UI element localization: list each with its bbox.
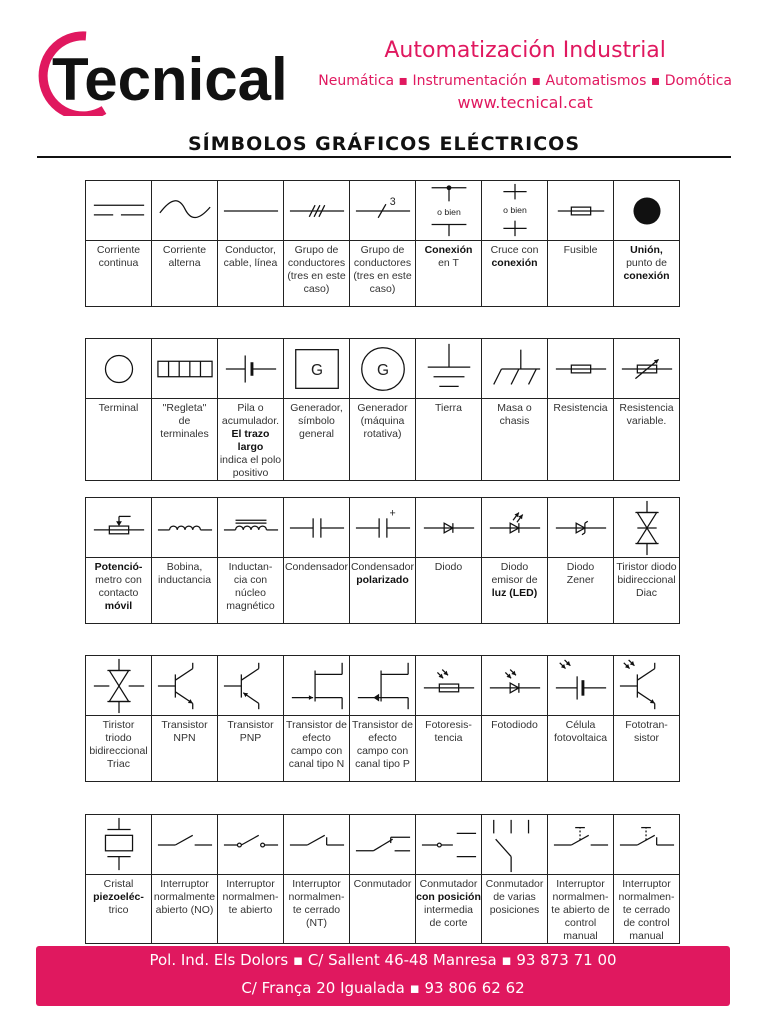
led-icon	[483, 499, 547, 557]
symbol-cell	[614, 815, 680, 875]
switch-nc-icon	[285, 816, 349, 874]
symbol-cell	[86, 339, 152, 399]
conductor-group-3-icon	[285, 182, 349, 240]
crossing-connection-icon	[483, 182, 547, 240]
pnp-transistor-icon	[219, 657, 283, 715]
p-channel-fet-icon	[351, 657, 415, 715]
label-line: Tiristor	[102, 719, 135, 731]
symbol-label	[482, 875, 548, 944]
symbol-cell	[548, 498, 614, 558]
label-line: conexión	[491, 257, 538, 269]
symbol-label	[416, 875, 482, 944]
label-line: Conmutador	[485, 878, 544, 890]
label-line: Tierra	[434, 402, 463, 414]
label-line: normalmen-	[618, 891, 675, 903]
symbol-label	[152, 241, 218, 307]
symbol-label	[548, 716, 614, 782]
label-line: PNP	[239, 732, 262, 744]
label-line: El trazo largo	[231, 428, 270, 453]
label-line: emisor de	[491, 574, 538, 586]
symbol-label	[482, 716, 548, 782]
label-line: Interruptor	[292, 878, 341, 890]
label-line: Fusible	[563, 244, 598, 256]
symbol-label	[614, 399, 680, 481]
label-line: posiciones	[489, 904, 540, 916]
symbol-cell	[482, 498, 548, 558]
variable-resistor-icon	[615, 340, 679, 398]
symbol-label	[218, 558, 284, 624]
symbol-label	[152, 558, 218, 624]
symbol-cell	[152, 339, 218, 399]
label-line: te abierto de	[551, 904, 610, 916]
symbol-label	[218, 241, 284, 307]
switch-no-icon	[153, 816, 217, 874]
symbol-label	[482, 241, 548, 307]
magnetic-core-inductor-icon	[219, 499, 283, 557]
symbol-label	[86, 241, 152, 307]
symbol-cell	[284, 815, 350, 875]
label-line: en T	[438, 257, 459, 269]
symbol-cell	[482, 656, 548, 716]
symbol-label	[416, 558, 482, 624]
symbol-cell	[152, 498, 218, 558]
label-line: Tiristor diodo	[616, 561, 677, 573]
symbol-cell	[86, 498, 152, 558]
symbol-cell	[482, 815, 548, 875]
resistor-icon	[549, 340, 613, 398]
symbol-label	[152, 875, 218, 944]
label-line: Resistencia	[553, 402, 608, 414]
symbol-cell	[416, 815, 482, 875]
label-line: de corte	[429, 917, 468, 929]
label-line: inductancia	[157, 574, 212, 586]
label-line: Generador	[357, 402, 408, 414]
symbol-label	[548, 241, 614, 307]
label-line: positivo	[232, 467, 269, 479]
ac-current-icon	[153, 182, 217, 240]
label-line: chasis	[499, 415, 530, 427]
symbol-cell	[218, 498, 284, 558]
label-line: "Regleta"	[162, 402, 207, 414]
symbol-label	[350, 716, 416, 782]
polarized-capacitor-icon	[351, 499, 415, 557]
manual-switch-nc-icon	[615, 816, 679, 874]
label-line: Interruptor	[226, 878, 275, 890]
triac-icon	[87, 657, 151, 715]
symbol-cell	[614, 181, 680, 241]
label-line: polarizado	[356, 574, 409, 586]
label-line: Diac	[635, 587, 657, 599]
symbol-cell	[86, 656, 152, 716]
label-line: sistor	[633, 732, 660, 744]
label-line: Inductan-	[228, 561, 273, 573]
symbol-table	[85, 180, 680, 307]
label-line: Condensador	[284, 561, 349, 573]
symbol-cell	[482, 339, 548, 399]
t-junction-icon	[417, 182, 481, 240]
svg-text:G: G	[310, 361, 323, 379]
document-title: SÍMBOLOS GRÁFICOS ELÉCTRICOS	[188, 133, 580, 155]
symbol-cell	[548, 339, 614, 399]
phototransistor-icon	[615, 657, 679, 715]
logo-text: Tecnical	[52, 46, 288, 113]
symbol-label	[284, 558, 350, 624]
label-line: efecto	[368, 732, 397, 744]
symbol-cell	[614, 339, 680, 399]
label-line: de	[178, 415, 191, 427]
label-line: (máquina	[360, 415, 405, 427]
label-line: Diodo	[566, 561, 595, 573]
changeover-switch-icon	[351, 816, 415, 874]
label-line: terminales	[160, 428, 209, 440]
symbol-cell	[284, 181, 350, 241]
label-line: normalmen-	[222, 891, 279, 903]
symbol-label	[86, 716, 152, 782]
label-line: Transistor	[227, 719, 274, 731]
header-url[interactable]: www.tecnical.cat	[457, 93, 593, 112]
symbol-table	[85, 338, 680, 481]
npn-transistor-icon	[153, 657, 217, 715]
terminal-strip-icon	[153, 340, 217, 398]
label-line: alterna	[168, 257, 201, 269]
label-line: triodo	[105, 732, 132, 744]
label-line: canal tipo N	[288, 758, 345, 770]
symbol-cell	[218, 181, 284, 241]
symbol-label	[284, 875, 350, 944]
label-line: campo con	[290, 745, 343, 757]
symbol-cell	[152, 656, 218, 716]
symbol-label	[152, 399, 218, 481]
symbol-label	[482, 558, 548, 624]
symbol-cell	[284, 498, 350, 558]
label-line: Conmutador	[419, 878, 478, 890]
label-line: rotativa)	[363, 428, 402, 440]
symbol-label	[350, 399, 416, 481]
potentiometer-icon	[87, 499, 151, 557]
label-line: Conexión	[424, 244, 473, 256]
label-line: bidireccional	[617, 574, 676, 586]
label-line: Interruptor	[160, 878, 209, 890]
footer-address-2: C/ França 20 Igualada ▪ 93 806 62 62	[241, 979, 525, 997]
fuse-icon	[549, 182, 613, 240]
photodiode-icon	[483, 657, 547, 715]
zener-diode-icon	[549, 499, 613, 557]
label-line: abierto (NO)	[155, 904, 214, 916]
symbol-label	[614, 241, 680, 307]
label-line: metro con	[95, 574, 142, 586]
changeover-center-off-icon	[417, 816, 481, 874]
symbol-cell	[416, 339, 482, 399]
label-line: Generador,	[290, 402, 343, 414]
label-line: contacto	[98, 587, 139, 599]
label-line: Fotoresis-	[425, 719, 472, 731]
symbol-label	[614, 716, 680, 782]
label-line: Conductor,	[225, 244, 276, 256]
label-line: conexión	[623, 270, 670, 282]
symbol-cell	[614, 498, 680, 558]
label-line: Transistor	[161, 719, 208, 731]
symbol-cell	[350, 498, 416, 558]
diode-icon	[417, 499, 481, 557]
symbol-cell	[548, 656, 614, 716]
symbol-cell	[86, 181, 152, 241]
label-line: (tres en este	[353, 270, 412, 282]
symbol-cell	[548, 181, 614, 241]
label-line: campo con	[356, 745, 409, 757]
label-line: punto de	[626, 257, 667, 269]
symbol-cell	[350, 656, 416, 716]
photovoltaic-cell-icon	[549, 657, 613, 715]
symbol-cell	[218, 339, 284, 399]
label-line: normalmen-	[552, 891, 609, 903]
label-line: magnético	[226, 600, 275, 612]
capacitor-icon	[285, 499, 349, 557]
label-line: efecto	[302, 732, 331, 744]
label-line: Zener	[566, 574, 595, 586]
label-line: (tres en este	[287, 270, 346, 282]
label-line: piezoeléc-	[93, 891, 144, 903]
label-line: manual	[563, 930, 598, 942]
symbol-label	[350, 875, 416, 944]
label-line: Grupo de	[360, 244, 405, 256]
label-line: Bobina,	[166, 561, 203, 573]
label-line: Masa o	[497, 402, 532, 414]
label-line: Diodo	[434, 561, 463, 573]
title-divider	[37, 156, 731, 158]
label-line: canal tipo P	[355, 758, 410, 770]
label-line: normalmen-	[288, 891, 345, 903]
symbol-label	[284, 399, 350, 481]
label-line: Interruptor	[556, 878, 605, 890]
svg-text:+: +	[389, 506, 396, 519]
symbol-label	[548, 558, 614, 624]
label-line: continua	[98, 257, 139, 269]
tecnical-logo	[34, 30, 314, 116]
symbol-label	[284, 241, 350, 307]
symbol-label	[86, 558, 152, 624]
label-line: te cerrado	[622, 904, 671, 916]
label-line: Resistencia	[619, 402, 674, 414]
symbol-cell	[548, 815, 614, 875]
svg-text:G: G	[376, 361, 389, 379]
symbol-label	[416, 716, 482, 782]
label-line: con posición	[416, 891, 481, 903]
label-line: Corriente	[96, 244, 141, 256]
label-line: bidireccional	[89, 745, 148, 757]
label-line: Cruce con	[490, 244, 539, 256]
conductor-icon	[219, 182, 283, 240]
label-line: conductores	[353, 257, 412, 269]
label-line: tencia	[434, 732, 463, 744]
label-line: control	[564, 917, 597, 929]
label-line: Terminal	[98, 402, 139, 414]
dc-current-icon	[87, 182, 151, 240]
symbol-label	[416, 399, 482, 481]
label-line: intermedia	[423, 904, 474, 916]
symbol-label	[284, 716, 350, 782]
symbol-cell	[350, 339, 416, 399]
label-line: símbolo	[298, 415, 335, 427]
symbol-label	[350, 558, 416, 624]
header-title: Automatización Industrial	[384, 38, 666, 63]
label-line: cia con	[233, 574, 268, 586]
label-line: Fotodiodo	[491, 719, 538, 731]
label-line: Transistor de	[352, 719, 413, 731]
label-line: general	[298, 428, 335, 440]
symbol-label	[482, 399, 548, 481]
symbol-cell	[152, 181, 218, 241]
label-line: Cristal	[103, 878, 134, 890]
label-line: cable, línea	[223, 257, 278, 269]
label-line: caso)	[369, 283, 396, 295]
symbol-table	[85, 814, 680, 944]
generator-icon	[285, 340, 349, 398]
label-line: Diodo	[500, 561, 529, 573]
label-line: trico	[108, 904, 129, 916]
manual-switch-no-icon	[549, 816, 613, 874]
symbol-cell	[218, 656, 284, 716]
symbol-cell	[416, 181, 482, 241]
symbol-table	[85, 655, 680, 782]
rotating-generator-icon	[351, 340, 415, 398]
symbol-label	[614, 875, 680, 944]
header-subtitle: Neumática ▪ Instrumentación ▪ Automatismos ▪ Domótica	[318, 73, 732, 89]
label-line: de varias	[493, 891, 536, 903]
photoresistor-icon	[417, 657, 481, 715]
symbol-cell	[284, 656, 350, 716]
label-line: Interruptor	[622, 878, 671, 890]
label-line: Potenció-	[94, 561, 143, 573]
svg-text:o bien: o bien	[436, 206, 461, 217]
label-line: Grupo de	[294, 244, 339, 256]
label-line: normalmente	[153, 891, 216, 903]
symbol-label	[614, 558, 680, 624]
symbol-cell	[218, 815, 284, 875]
symbol-label	[548, 399, 614, 481]
symbol-table	[85, 497, 680, 624]
symbol-label	[416, 241, 482, 307]
label-line: luz (LED)	[491, 587, 538, 599]
label-line: Fototran-	[625, 719, 668, 731]
symbol-label	[218, 399, 284, 481]
symbol-cell	[86, 815, 152, 875]
diac-icon	[615, 499, 679, 557]
footer-address-1: Pol. Ind. Els Dolors ▪ C/ Sallent 46-48 Manresa ▪ 93 873 71 00	[149, 951, 617, 969]
symbol-cell	[482, 181, 548, 241]
coil-icon	[153, 499, 217, 557]
symbol-cell	[152, 815, 218, 875]
terminal-icon	[87, 340, 151, 398]
label-line: indica el polo	[219, 454, 282, 466]
battery-icon	[219, 340, 283, 398]
label-line: te cerrado	[292, 904, 341, 916]
symbol-cell	[614, 656, 680, 716]
label-line: (NT)	[306, 917, 327, 929]
symbol-cell	[350, 815, 416, 875]
svg-text:3: 3	[389, 195, 396, 208]
label-line: núcleo	[235, 587, 266, 599]
label-line: Condensador	[350, 561, 415, 573]
switch-open-icon	[219, 816, 283, 874]
conductor-group-3-number-icon	[351, 182, 415, 240]
label-line: móvil	[104, 600, 133, 612]
symbol-cell	[416, 656, 482, 716]
junction-dot-icon	[615, 182, 679, 240]
ground-icon	[417, 340, 481, 398]
symbol-label	[218, 875, 284, 944]
header-block	[318, 38, 732, 112]
symbol-cell	[416, 498, 482, 558]
label-line: caso)	[303, 283, 330, 295]
symbol-label	[86, 875, 152, 944]
label-line: te abierto	[228, 904, 273, 916]
label-line: Transistor de	[286, 719, 347, 731]
multi-position-switch-icon	[483, 816, 547, 874]
symbol-label	[152, 716, 218, 782]
svg-text:o bien: o bien	[502, 204, 527, 215]
label-line: manual	[629, 930, 664, 942]
label-line: Corriente	[162, 244, 207, 256]
label-line: Conmutador	[353, 878, 412, 890]
label-line: de control	[623, 917, 670, 929]
label-line: NPN	[173, 732, 196, 744]
label-line: acumulador.	[221, 415, 280, 427]
symbol-label	[218, 716, 284, 782]
symbol-cell	[350, 181, 416, 241]
label-line: variable.	[626, 415, 667, 427]
n-channel-fet-icon	[285, 657, 349, 715]
footer-banner	[36, 946, 730, 1006]
label-line: Célula	[565, 719, 596, 731]
label-line: conductores	[287, 257, 346, 269]
chassis-icon	[483, 340, 547, 398]
label-line: Unión,	[630, 244, 663, 256]
label-line: fotovoltaica	[553, 732, 608, 744]
label-line: Triac	[107, 758, 130, 770]
symbol-label	[350, 241, 416, 307]
label-line: Pila o	[237, 402, 264, 414]
symbol-label	[548, 875, 614, 944]
symbol-label	[86, 399, 152, 481]
piezo-crystal-icon	[87, 816, 151, 874]
symbol-cell	[284, 339, 350, 399]
